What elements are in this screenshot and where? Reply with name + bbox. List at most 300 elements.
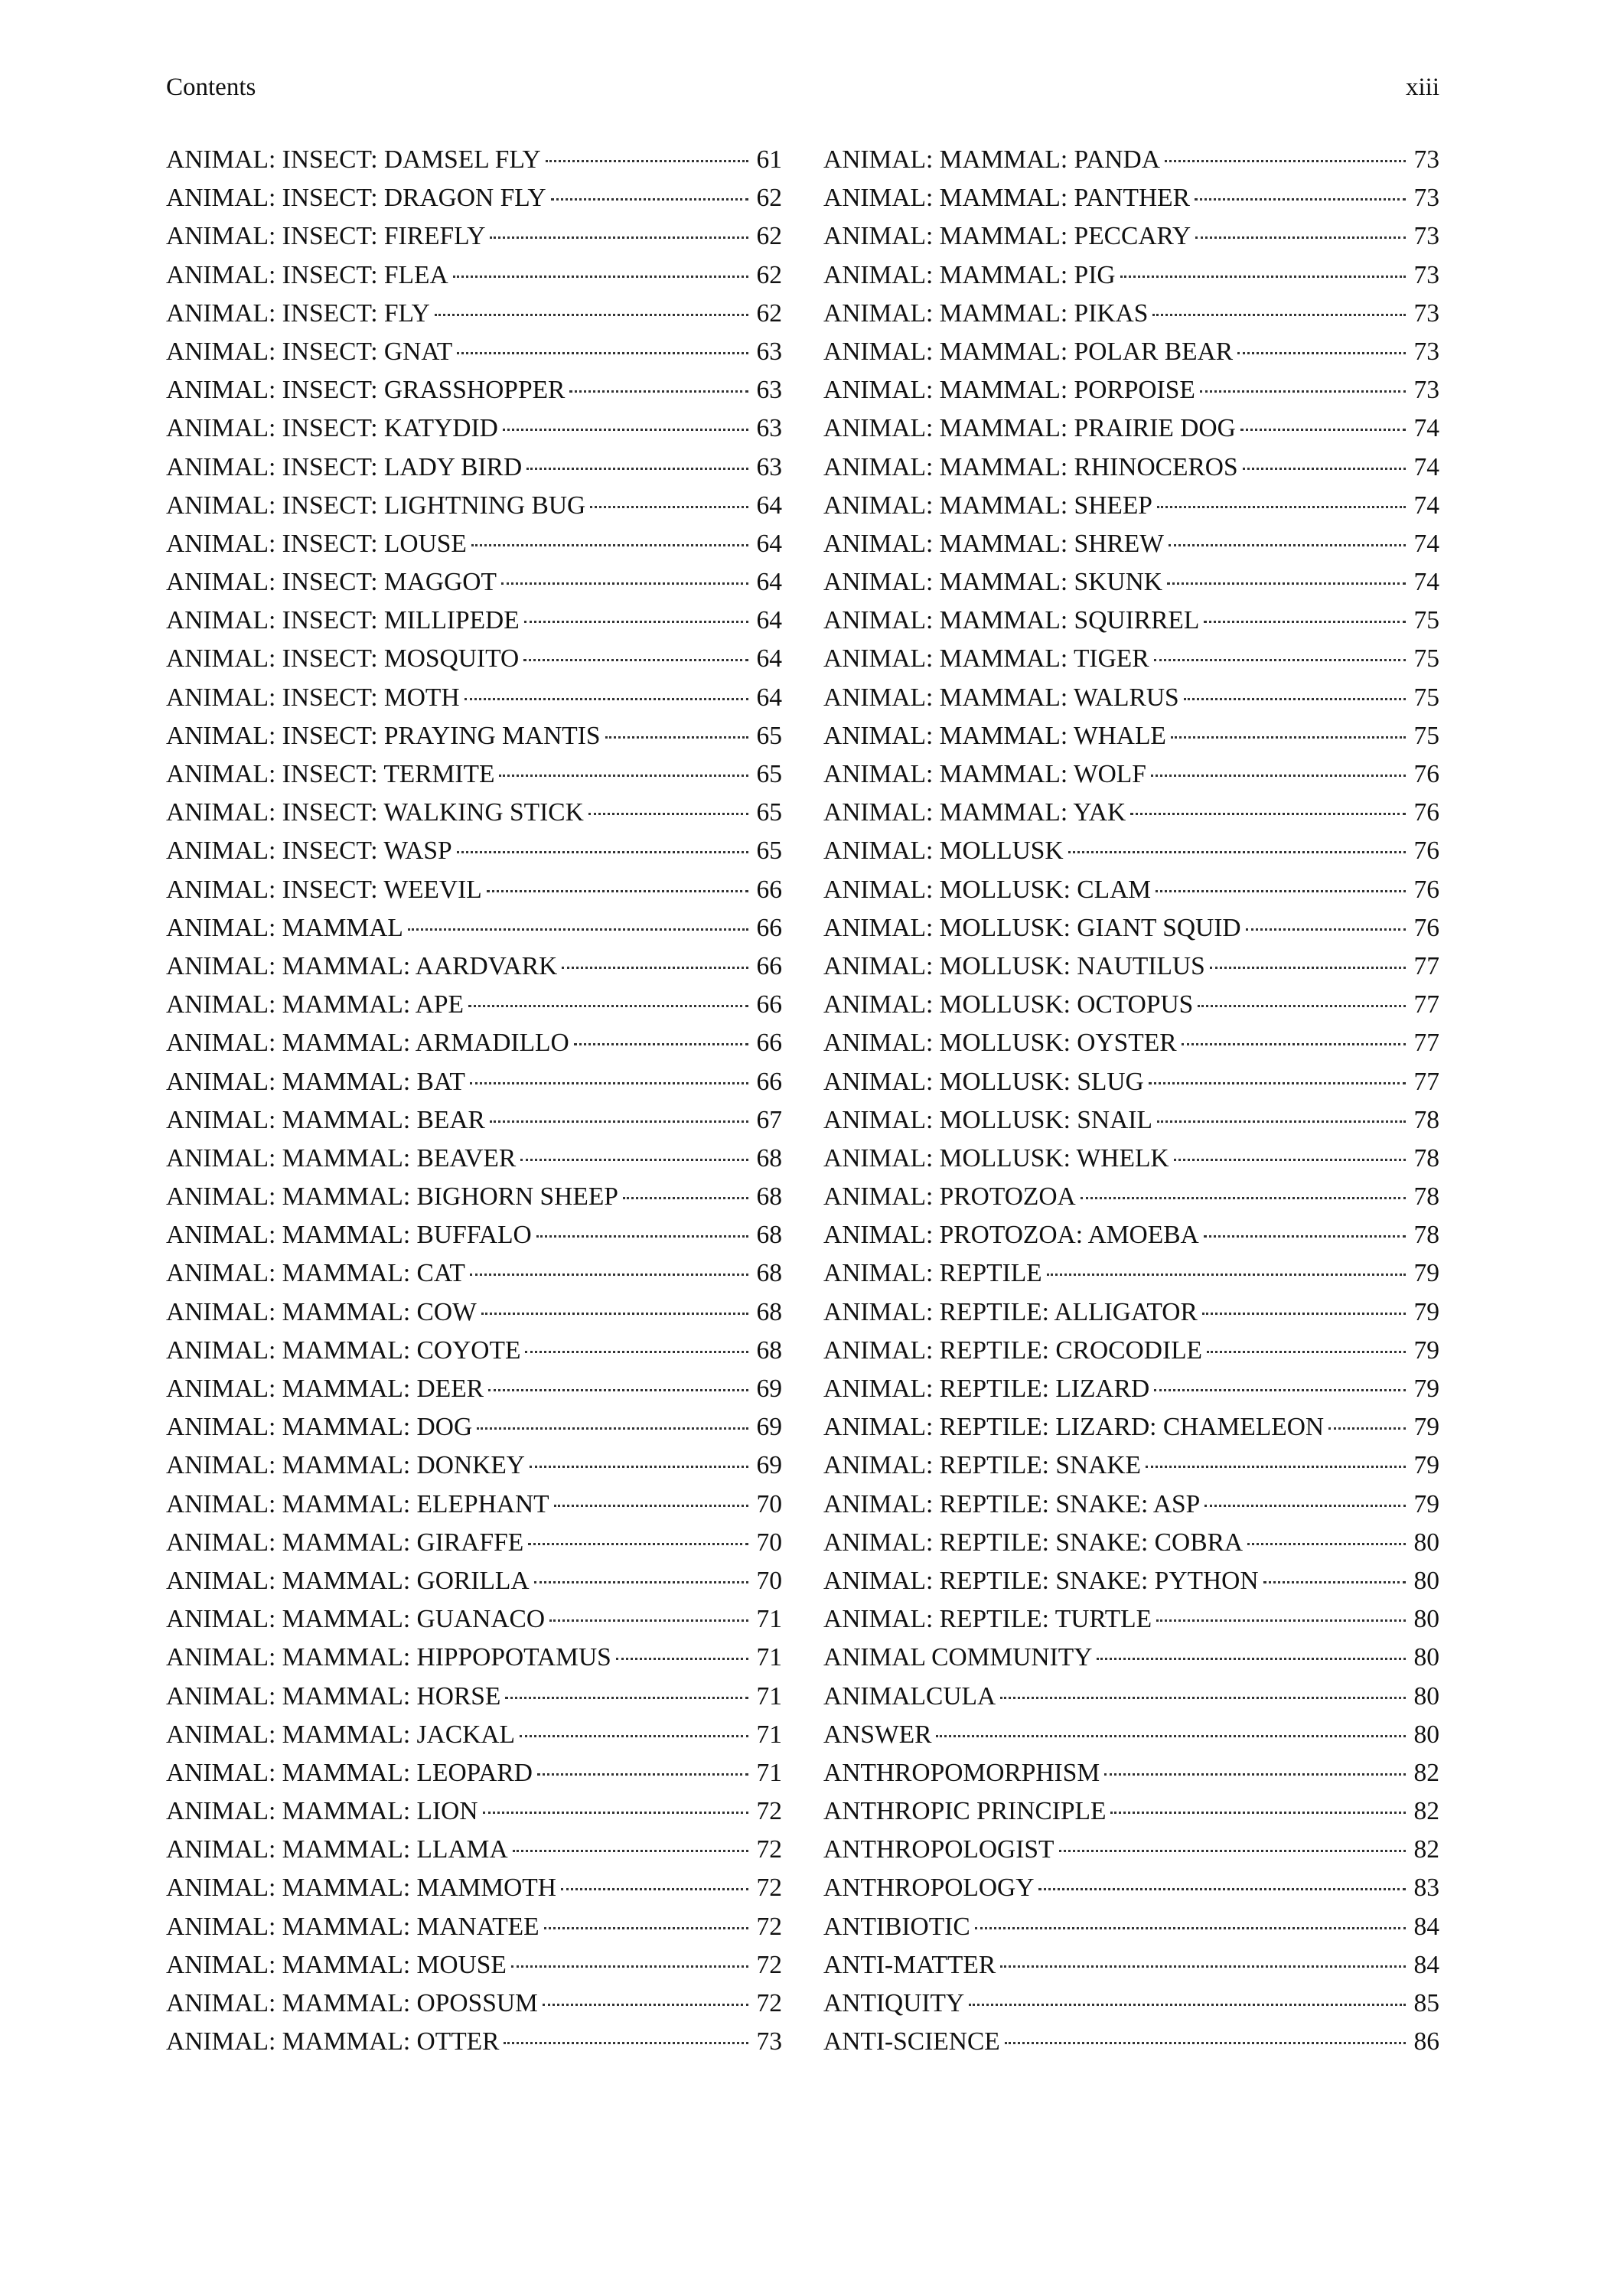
toc-entry-page-number: 73 [1413,184,1439,213]
toc-entry [823,145,1439,184]
toc-entry-label: ANIMAL: MOLLUSK: SNAIL [823,1105,1152,1134]
dot-leader [457,352,748,354]
toc-entry-page-number: 63 [756,337,782,366]
dot-leader [488,1389,748,1391]
toc-entry-label: ANIMAL: MAMMAL: LION [166,1797,478,1826]
toc-entry [166,1835,782,1874]
toc-entry-label: ANIMAL: REPTILE [823,1259,1042,1288]
toc-columns [166,145,1439,2089]
dot-leader [1240,429,1406,431]
toc-entry-page-number: 80 [1413,1528,1439,1557]
toc-entry-label: ANIMAL: MAMMAL: COYOTE [166,1336,521,1365]
toc-entry [823,1221,1439,1259]
toc-entry-label: ANIMAL: MAMMAL: HIPPOPOTAMUS [166,1643,611,1672]
toc-entry-label: ANIMAL: INSECT: GNAT [166,337,453,366]
dot-leader [524,621,748,623]
dot-leader [487,890,748,892]
toc-entry-page-number: 73 [1413,376,1439,405]
dot-leader [1005,2042,1406,2044]
toc-entry [166,414,782,452]
toc-entry-label: ANIMAL: INSECT: MOTH [166,683,460,712]
toc-entry-page-number: 71 [756,1720,782,1749]
dot-leader [483,1812,748,1814]
toc-entry [823,1759,1439,1797]
toc-entry-page-number: 79 [1413,1375,1439,1403]
dot-leader [1204,1235,1406,1238]
toc-entry [166,1451,782,1489]
toc-entry [166,1682,782,1720]
toc-entry [823,1144,1439,1182]
toc-entry-page-number: 76 [1413,798,1439,827]
dot-leader [1247,1543,1406,1545]
dot-leader [1204,1505,1406,1507]
toc-entry-page-number: 74 [1413,568,1439,597]
toc-entry-page-number: 82 [1413,1835,1439,1864]
toc-entry [823,798,1439,837]
toc-entry [166,722,782,760]
toc-entry [823,1682,1439,1720]
toc-entry-label: ANIMAL: MOLLUSK [823,837,1064,866]
toc-entry [166,530,782,568]
toc-entry-label: ANIMAL: MAMMAL: SHREW [823,529,1164,558]
toc-entry-page-number: 65 [756,798,782,827]
dot-leader [561,1888,748,1890]
toc-entry-page-number: 77 [1413,951,1439,980]
toc-entry-page-number: 79 [1413,1451,1439,1480]
toc-entry-label: ANIMAL: PROTOZOA [823,1182,1076,1212]
toc-entry-label: ANIMAL: MOLLUSK: WHELK [823,1143,1169,1172]
toc-entry-label: ANIMAL: REPTILE: ALLIGATOR [823,1297,1198,1326]
dot-leader [481,1313,748,1315]
toc-entry-label: ANIMAL: REPTILE: CROCODILE [823,1336,1203,1365]
toc-entry [166,1605,782,1643]
dot-leader [623,1197,748,1199]
toc-entry [166,1567,782,1605]
toc-entry [166,261,782,299]
dot-leader [1167,582,1406,585]
dot-leader [530,1466,748,1468]
dot-leader [1243,468,1406,470]
toc-entry-page-number: 84 [1413,1912,1439,1941]
toc-entry [166,1029,782,1067]
toc-entry-label: ANIMAL: MAMMAL [166,913,403,942]
toc-entry-page-number: 66 [756,990,782,1019]
dot-leader [543,2004,748,2006]
toc-entry-label: ANIMAL: MAMMAL: ARMADILLO [166,1029,569,1058]
toc-entry-label: ANIMAL: INSECT: WASP [166,837,452,866]
toc-entry-page-number: 77 [1413,990,1439,1019]
toc-entry-label: ANIMAL: MAMMAL: WALRUS [823,683,1179,712]
dot-leader [549,1619,748,1622]
dot-leader [1068,851,1406,853]
toc-entry [166,453,782,491]
toc-entry-label: ANIMAL: MAMMAL: PANTHER [823,184,1190,213]
dot-leader [1237,352,1406,354]
toc-entry-label: ANIMAL: INSECT: LIGHTNING BUG [166,491,586,520]
toc-entry-page-number: 68 [756,1336,782,1365]
toc-entry [166,798,782,837]
toc-entry-label: ANIMAL: MAMMAL: YAK [823,798,1126,827]
dot-leader [975,1927,1406,1929]
toc-entry [166,1336,782,1375]
toc-entry-label: ANIMAL: MAMMAL: BUFFALO [166,1221,532,1250]
dot-leader [569,390,748,393]
toc-entry [823,990,1439,1029]
dot-leader [969,2004,1406,2006]
toc-entry [166,1490,782,1528]
toc-entry-page-number: 76 [1413,913,1439,942]
toc-entry-label: ANIMAL: INSECT: LOUSE [166,529,467,558]
toc-entry-page-number: 70 [756,1489,782,1518]
toc-entry-label: ANIMAL: MAMMAL: PRAIRIE DOG [823,414,1236,443]
toc-entry-label: ANTI-MATTER [823,1950,996,1979]
toc-entry-page-number: 68 [756,1221,782,1250]
toc-entry-page-number: 66 [756,951,782,980]
toc-entry [823,952,1439,990]
toc-entry [166,606,782,644]
toc-entry [166,1298,782,1336]
toc-entry-page-number: 74 [1413,491,1439,520]
dot-leader [1047,1274,1406,1276]
dot-leader [562,967,748,969]
toc-entry [823,2027,1439,2066]
dot-leader [1195,236,1406,239]
toc-entry [823,683,1439,722]
toc-entry [823,261,1439,299]
dot-leader [1152,314,1406,316]
toc-entry-page-number: 72 [756,1874,782,1903]
dot-leader [588,813,748,815]
dot-leader [536,1235,748,1238]
dot-leader [477,1427,748,1430]
toc-entry-page-number: 68 [756,1259,782,1288]
toc-entry-label: ANIMAL: MAMMAL: PIG [823,260,1116,289]
toc-entry-label: ANIMAL: MOLLUSK: OYSTER [823,1029,1177,1058]
toc-entry [823,222,1439,260]
toc-entry [823,1528,1439,1567]
dot-leader [1328,1427,1406,1430]
toc-entry-label: ANIMAL: MAMMAL: WOLF [823,760,1146,788]
toc-entry-label: ANIMAL: INSECT: MILLIPEDE [166,606,520,635]
toc-entry [166,1797,782,1835]
toc-entry-page-number: 83 [1413,1874,1439,1903]
dot-leader [616,1658,748,1660]
toc-entry-label: ANIMAL: MAMMAL: DONKEY [166,1451,525,1480]
toc-entry-page-number: 68 [756,1297,782,1326]
dot-leader [1200,390,1406,393]
toc-entry [166,145,782,184]
toc-entry-label: ANIMAL: INSECT: MOSQUITO [166,644,520,673]
dot-leader [453,276,748,278]
toc-entry [823,1720,1439,1759]
dot-leader [503,429,748,431]
toc-entry-page-number: 72 [756,1989,782,2017]
toc-entry-page-number: 68 [756,1143,782,1172]
toc-entry-page-number: 73 [1413,337,1439,366]
toc-entry [823,1797,1439,1835]
dot-leader [501,582,748,585]
dot-leader [1000,1965,1406,1968]
toc-entry [823,1413,1439,1451]
dot-leader [1154,659,1406,661]
toc-entry-label: ANIMAL: MAMMAL: TIGER [823,644,1149,673]
toc-entry-label: ANIMAL: MAMMAL: HORSE [166,1681,501,1711]
dot-leader [1151,775,1406,777]
toc-entry [823,876,1439,914]
dot-leader [1154,1389,1406,1391]
dot-leader [1171,736,1406,739]
header-section-title: Contents [166,73,256,101]
toc-entry-page-number: 82 [1413,1797,1439,1826]
toc-entry [823,1605,1439,1643]
dot-leader [520,1159,748,1161]
toc-entry [823,338,1439,376]
toc-entry [166,338,782,376]
toc-entry [823,1913,1439,1951]
toc-entry-page-number: 71 [756,1681,782,1711]
dot-leader [1146,1466,1406,1468]
toc-entry [823,1567,1439,1605]
toc-entry-page-number: 73 [1413,222,1439,251]
toc-entry [823,414,1439,452]
toc-entry [823,376,1439,414]
toc-entry-label: ANTHROPOLOGIST [823,1835,1054,1864]
dot-leader [457,851,748,853]
toc-entry [166,644,782,683]
dot-leader [1156,890,1406,892]
toc-entry [166,1259,782,1297]
toc-entry-label: ANIMAL: MAMMAL: LLAMA [166,1835,508,1864]
dot-leader [1165,160,1406,162]
toc-entry-label: ANIMAL: MAMMAL: PORPOISE [823,376,1195,405]
toc-entry-page-number: 74 [1413,529,1439,558]
toc-entry-label: ANIMAL: MAMMAL: BAT [166,1067,465,1096]
toc-entry-label: ANIMAL: MAMMAL: COW [166,1297,477,1326]
toc-entry-label: ANIMAL: MAMMAL: BIGHORN SHEEP [166,1182,618,1212]
dot-leader [1204,621,1406,623]
dot-leader [590,506,748,508]
dot-leader [537,1773,748,1776]
dot-leader [1202,1313,1406,1315]
toc-entry [823,453,1439,491]
toc-entry-page-number: 79 [1413,1413,1439,1442]
toc-entry-label: ANIMAL: MAMMAL: WHALE [823,721,1166,750]
toc-entry [823,1490,1439,1528]
toc-entry [823,1989,1439,2027]
toc-entry [823,491,1439,530]
dot-leader [504,2042,748,2044]
toc-entry-page-number: 72 [756,1950,782,1979]
toc-entry-page-number: 76 [1413,837,1439,866]
toc-entry-label: ANSWER [823,1720,932,1749]
toc-entry-page-number: 73 [1413,145,1439,174]
dot-leader [470,1082,748,1084]
toc-entry-label: ANTHROPOMORPHISM [823,1758,1100,1787]
toc-entry-page-number: 66 [756,913,782,942]
dot-leader [1182,1043,1406,1045]
toc-entry-page-number: 72 [756,1797,782,1826]
toc-entry [823,1182,1439,1221]
dot-leader [1149,1082,1406,1084]
dot-leader [1198,1005,1406,1007]
toc-entry-page-number: 75 [1413,644,1439,673]
dot-leader [523,659,748,661]
dot-leader [526,468,748,470]
toc-entry-label: ANIMAL: MAMMAL: CAT [166,1259,465,1288]
dot-leader [554,1505,748,1507]
dot-leader [1097,1658,1406,1660]
dot-leader [936,1735,1406,1737]
toc-entry-label: ANIMAL: INSECT: DRAGON FLY [166,184,546,213]
toc-entry [166,1182,782,1221]
dot-leader [528,1543,748,1545]
toc-entry [823,1298,1439,1336]
toc-entry-label: ANIMAL: MAMMAL: DEER [166,1375,484,1403]
toc-entry [166,990,782,1029]
toc-entry-label: ANIMAL: MOLLUSK: CLAM [823,875,1152,904]
dot-leader [574,1043,748,1045]
dot-leader [1130,813,1406,815]
toc-entry-label: ANIMAL: MOLLUSK: NAUTILUS [823,951,1205,980]
toc-entry-label: ANIMAL: INSECT: GRASSHOPPER [166,376,566,405]
toc-entry [823,184,1439,222]
toc-entry [166,683,782,722]
dot-leader [1081,1197,1406,1199]
toc-entry-label: ANIMAL: REPTILE: LIZARD: CHAMELEON [823,1413,1325,1442]
toc-entry-label: ANIMAL: MAMMAL: POLAR BEAR [823,337,1234,366]
toc-entry [166,1221,782,1259]
dot-leader [1157,1120,1406,1123]
header-page-number: xiii [1405,73,1439,101]
toc-entry [823,1643,1439,1681]
toc-entry-label: ANIMAL: INSECT: PRAYING MANTIS [166,721,601,750]
toc-entry [823,1029,1439,1067]
toc-entry-label: ANIMAL COMMUNITY [823,1643,1093,1672]
toc-entry [823,1375,1439,1413]
toc-entry-page-number: 76 [1413,760,1439,788]
dot-leader [490,1120,748,1123]
toc-entry-label: ANIMAL: MAMMAL: GORILLA [166,1566,530,1595]
dot-leader [470,1274,748,1276]
toc-entry [823,760,1439,798]
toc-entry-label: ANIMAL: MOLLUSK: SLUG [823,1067,1144,1096]
toc-entry-label: ANTIBIOTIC [823,1912,970,1941]
toc-entry-page-number: 78 [1413,1143,1439,1172]
dot-leader [513,1850,748,1852]
toc-entry [166,568,782,606]
toc-entry-label: ANIMAL: MAMMAL: MANATEE [166,1912,539,1941]
dot-leader [1000,1697,1406,1699]
toc-entry-label: ANIMAL: INSECT: LADY BIRD [166,452,523,481]
dot-leader [468,1005,748,1007]
toc-entry-label: ANIMAL: MAMMAL: SQUIRREL [823,606,1200,635]
toc-entry [823,644,1439,683]
toc-entry [823,1068,1439,1106]
toc-entry-page-number: 79 [1413,1336,1439,1365]
toc-entry-label: ANTHROPIC PRINCIPLE [823,1797,1107,1826]
toc-entry [823,1951,1439,1989]
toc-entry-page-number: 79 [1413,1297,1439,1326]
toc-entry-page-number: 62 [756,260,782,289]
toc-entry [166,952,782,990]
dot-leader [408,928,748,931]
toc-entry-label: ANIMAL: PROTOZOA: AMOEBA [823,1221,1199,1250]
toc-entry-label: ANIMAL: INSECT: KATYDID [166,414,498,443]
toc-entry-label: ANIMAL: INSECT: FIREFLY [166,222,486,251]
toc-entry-page-number: 79 [1413,1259,1439,1288]
toc-entry [823,1835,1439,1874]
dot-leader [1104,1773,1406,1776]
toc-entry-label: ANTHROPOLOGY [823,1874,1035,1903]
toc-entry-label: ANIMAL: MAMMAL: MAMMOTH [166,1874,556,1903]
toc-entry [823,837,1439,875]
toc-entry-page-number: 82 [1413,1758,1439,1787]
toc-entry-page-number: 75 [1413,606,1439,635]
toc-entry-label: ANIMAL: MAMMAL: PECCARY [823,222,1191,251]
toc-entry-label: ANIMALCULA [823,1681,996,1711]
toc-entry-page-number: 80 [1413,1643,1439,1672]
toc-entry-page-number: 66 [756,875,782,904]
toc-entry-label: ANIMAL: MAMMAL: GIRAFFE [166,1528,524,1557]
toc-entry [166,1528,782,1567]
dot-leader [1110,1812,1406,1814]
toc-entry-label: ANIMAL: INSECT: WALKING STICK [166,798,584,827]
toc-entry-page-number: 68 [756,1182,782,1212]
toc-entry-page-number: 75 [1413,721,1439,750]
toc-entry-label: ANIMAL: REPTILE: TURTLE [823,1605,1152,1634]
toc-entry-page-number: 80 [1413,1720,1439,1749]
toc-entry-page-number: 71 [756,1605,782,1634]
toc-entry-label: ANIMAL: MAMMAL: BEAR [166,1105,485,1134]
toc-entry-page-number: 80 [1413,1566,1439,1595]
toc-entry-label: ANIMAL: MAMMAL: BEAVER [166,1143,517,1172]
toc-entry-page-number: 64 [756,606,782,635]
toc-entry-label: ANIMAL: MAMMAL: AARDVARK [166,951,558,980]
toc-entry [166,760,782,798]
toc-entry-page-number: 63 [756,414,782,443]
running-header [166,72,1439,103]
toc-entry [166,184,782,222]
toc-entry [166,491,782,530]
dot-leader [546,160,748,162]
dot-leader [1184,698,1406,700]
toc-entry-page-number: 80 [1413,1605,1439,1634]
toc-entry-label: ANIMAL: MAMMAL: GUANACO [166,1605,546,1634]
toc-entry-label: ANIMAL: MAMMAL: LEOPARD [166,1758,533,1787]
toc-entry [823,1336,1439,1375]
toc-entry-page-number: 62 [756,222,782,251]
toc-entry-page-number: 74 [1413,414,1439,443]
toc-entry [823,1259,1439,1297]
toc-entry-page-number: 75 [1413,683,1439,712]
toc-entry [823,722,1439,760]
toc-entry-page-number: 69 [756,1375,782,1403]
toc-entry-page-number: 71 [756,1643,782,1672]
toc-entry-page-number: 62 [756,184,782,213]
toc-entry-label: ANIMAL: MAMMAL: PIKAS [823,298,1149,328]
toc-entry-label: ANIMAL: MAMMAL: OTTER [166,2027,500,2056]
toc-entry-page-number: 80 [1413,1681,1439,1711]
toc-entry-page-number: 62 [756,298,782,328]
toc-entry-label: ANIMAL: INSECT: TERMITE [166,760,495,788]
toc-entry-label: ANIMAL: MAMMAL: APE [166,990,464,1019]
dot-leader [435,314,748,316]
toc-entry-page-number: 85 [1413,1989,1439,2017]
toc-entry [823,530,1439,568]
toc-entry-page-number: 66 [756,1067,782,1096]
toc-entry [166,1068,782,1106]
toc-entry-page-number: 64 [756,529,782,558]
